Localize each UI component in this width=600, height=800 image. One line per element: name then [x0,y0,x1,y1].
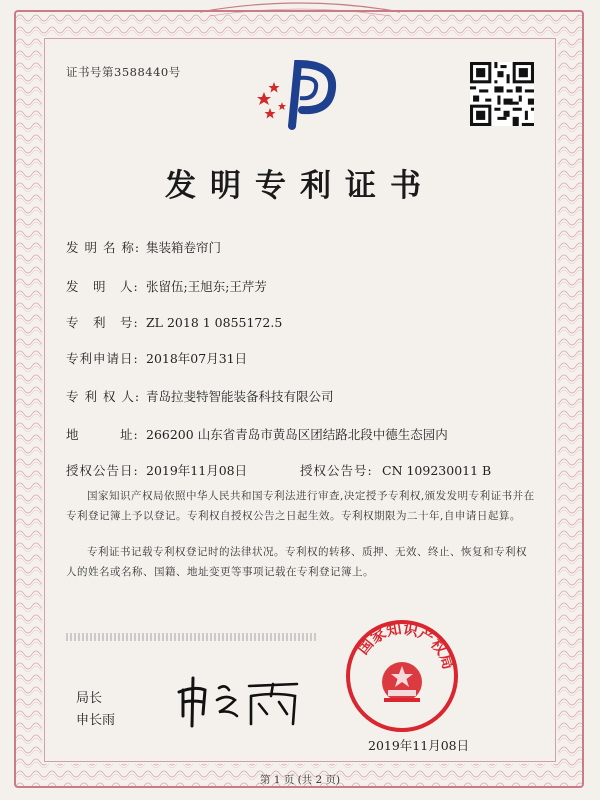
field-value: 266200 山东省青岛市黄岛区团结路北段中德生态园内 [146,427,448,442]
field-patent-no [66,313,282,331]
qr-code [470,62,534,126]
field-value: 集装箱卷帘门 [146,240,222,255]
field-label: 授权公告号: [300,463,373,478]
certificate-number: 证书号第3588440号 [66,65,181,79]
field-label: 发 明 名 称: [66,240,141,255]
field-value: ZL 2018 1 0855172.5 [146,315,283,330]
seal-text: 国家知识产权局 [353,619,458,672]
field-grant-date [66,461,247,479]
field-value: 张留伍;王旭东;王芹芳 [146,279,267,294]
field-filing-date [66,349,247,367]
certificate-title: 发明专利证书 [165,168,435,204]
field-address [66,425,448,443]
legal-status-paragraph: 专利证书记载专利权登记时的法律状况。专利权的转移、质押、无效、终止、恢复和专利权人的姓名或名称、国籍、地址变更等事项记载在专利登记簿上。 [66,546,527,578]
field-label: 专 利 权 人: [66,389,141,404]
signer-role: 局长 [76,691,103,706]
field-value: 青岛拉斐特智能装备科技有限公司 [146,389,334,404]
page-number: 第 1 页 (共 2 页) [259,774,341,786]
field-label: 专 利 号: [66,315,139,330]
field-inventor [66,277,267,295]
field-value: 2018年07月31日 [146,351,248,366]
field-patentee [66,387,334,405]
field-label: 专利申请日: [66,351,139,366]
signer-name: 申长雨 [76,713,116,728]
cnipa-logo [254,54,344,134]
security-stripe [66,633,316,641]
field-label: 授权公告日: [66,463,139,478]
grant-statement-paragraph: 国家知识产权局依照中华人民共和国专利法进行审查,决定授予专利权,颁发发明专利证书并在专利登记簿上予以登记。专利权自授权公告之日起生效。专利权期限为二十年,自申请日起算。 [66,490,535,522]
field-value: CN 109230011 B [382,463,492,478]
field-grant-no [300,461,491,479]
seal-date: 2019年11月08日 [368,738,470,753]
handwritten-signature [175,672,305,728]
field-label: 地 址: [66,427,139,442]
official-seal [344,618,460,734]
field-value: 2019年11月08日 [146,463,248,478]
field-invention-name [66,238,221,256]
field-label: 发 明 人: [66,279,139,294]
